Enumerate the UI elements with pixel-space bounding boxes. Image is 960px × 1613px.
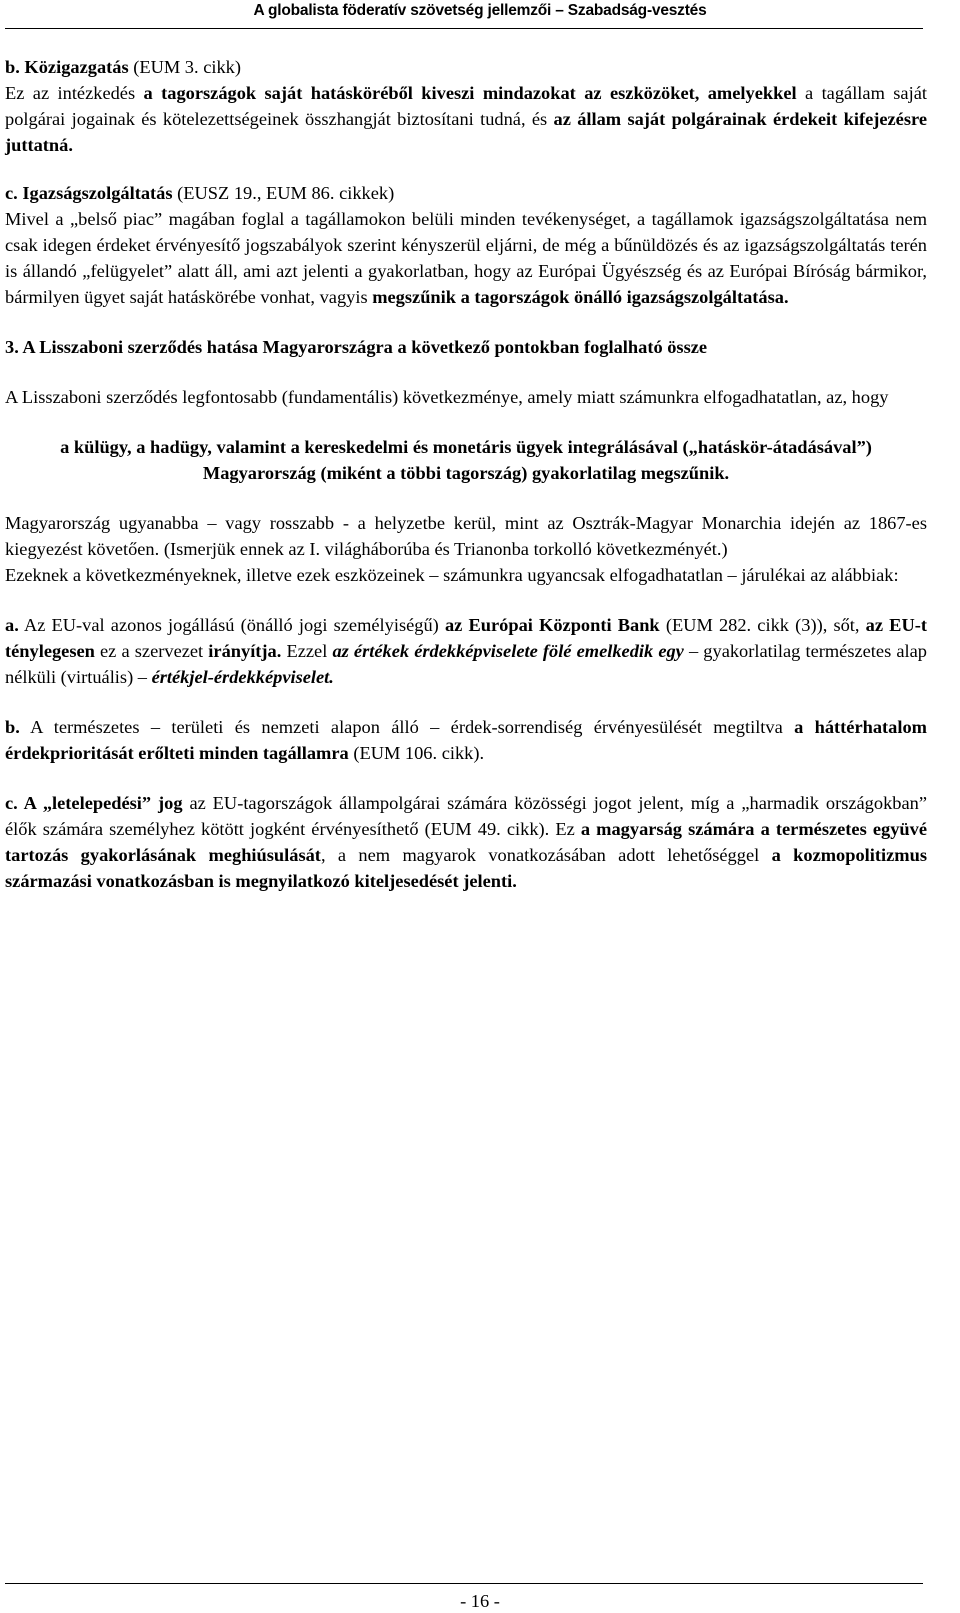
section-3-heading: 3. A Lisszaboni szerződés hatása Magyarországra a következő pontokban foglalható össze bbox=[5, 337, 708, 357]
centered-statement: a külügy, a hadügy, valamint a kereskedelmi és monetáris ügyek integrálásával („hatáskör-átadásával”) Magyarország (miként a többi tagország) gyakorlatilag megszűnik. bbox=[60, 437, 872, 483]
section-b-heading: b. Közigazgatás bbox=[5, 57, 129, 77]
section-b-reference: (EUM 3. cikk) bbox=[128, 57, 241, 77]
item-b-label: b. bbox=[5, 717, 20, 737]
item-c-paragraph: c. A „letelepedési” jog az EU-tagországok állampolgárai számára közösségi jogot jelent, míg a „harmadik országokban” élők számára személyhez kötött jogként érvényesíthető (EUM 49. cikk). Ez a magyarság számára a természetes együvé tartozás gyakorlásának meghiúsulását, a nem magyarok vonatkozásában adott lehetőséggel a kozmopolitizmus származási vonatkozásban is megnyilatkozó kiteljesedését jelenti. bbox=[5, 793, 927, 891]
consequences-intro: Ezeknek a következményeknek, illetve ezek eszközeinek – számunkra ugyancsak elfogadhatatlan – járulékai az alábbiak: bbox=[5, 565, 899, 585]
document-body bbox=[5, 54, 927, 894]
item-a-paragraph: a. Az EU-val azonos jogállású (önálló jogi személyiségű) az Európai Központi Bank (EUM 282. cikk (3)), sőt, az EU-t ténylegesen ez a szervezet irányítja. Ezzel az értékek érdekképviselete fölé emelkedik egy – gyakorlatilag természetes alap nélküli (virtuális) – értékjel-érdekképviselet. bbox=[5, 615, 927, 687]
item-c-label: c. A „letelepedési” jog bbox=[5, 793, 183, 813]
item-a-label: a. bbox=[5, 615, 19, 635]
section-b-paragraph: b. Közigazgatás (EUM 3. cikk) Ez az intézkedés a tagországok saját hatásköréből kiveszi mindazokat az eszközöket, amelyekkel a tagállam saját polgárai jogainak és kötelezettségeinek összhangját biztosítani tudná, és az állam saját polgárainak érdekeit kifejezésre juttatná. bbox=[5, 57, 927, 155]
running-title: A globalista föderatív szövetség jellemzői – Szabadság-vesztés bbox=[253, 2, 707, 19]
footer-rule bbox=[5, 1583, 923, 1584]
page-number: - 16 - bbox=[460, 1591, 500, 1611]
section-c-heading: c. Igazságszolgáltatás bbox=[5, 183, 173, 203]
section-c-paragraph: c. Igazságszolgáltatás (EUSZ 19., EUM 86. cikkek) Mivel a „belső piac” magában foglal a tagállamokon belüli minden tevékenységet, a tagállamok igazságszolgáltatása nem csak idegen érdeket érvényesítő jogszabályok szerint kényszerül eljárni, de még a bűnüldözés és az igazságszolgáltatás terén is állandó „felügyelet” alatt áll, ami azt jelenti a gyakorlatban, hogy az Európai Ügyészség és az Európai Bíróság bármikor, bármilyen ügyet saját hatáskörébe vonhat, vagyis megszűnik a tagországok önálló igazságszolgáltatása. bbox=[5, 183, 927, 307]
item-b-paragraph: b. A természetes – területi és nemzeti alapon álló – érdek-sorrendiség érvényesülését megtiltva a háttérhatalom érdekprioritását erőlteti minden tagállamra (EUM 106. cikk). bbox=[5, 717, 927, 763]
section-c-reference: (EUSZ 19., EUM 86. cikkek) bbox=[172, 183, 395, 203]
monarchia-paragraph: Magyarország ugyanabba – vagy rosszabb - a helyzetbe kerül, mint az Osztrák-Magyar Monarchia idején az 1867-es kiegyezést követően. (Ismerjük ennek az I. világháborúba és Trianonba torkolló következményét.) bbox=[5, 513, 927, 559]
section-3-intro: A Lisszaboni szerződés legfontosabb (fundamentális) következménye, amely miatt számunkra elfogadhatatlan, az, hogy bbox=[5, 387, 889, 407]
header-rule bbox=[5, 28, 923, 29]
